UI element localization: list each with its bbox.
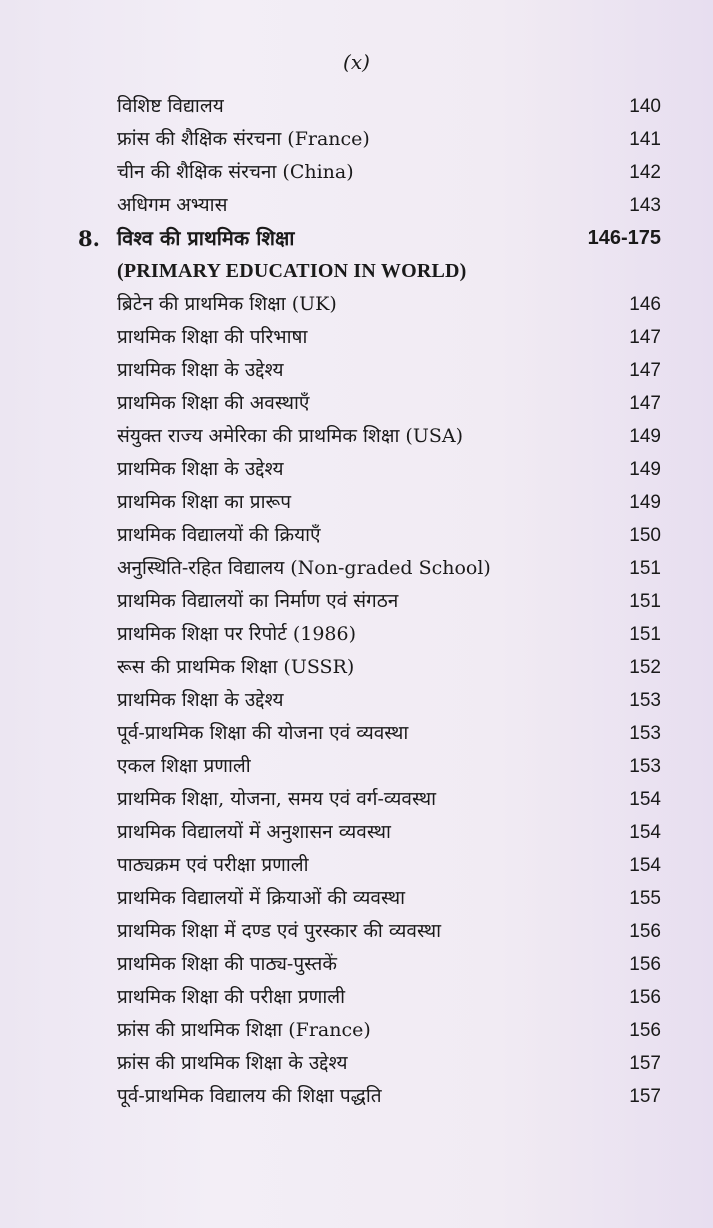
entry-title: प्राथमिक विद्यालयों का निर्माण एवं संगठन xyxy=(117,590,399,612)
chapter-number: 8. xyxy=(78,226,100,251)
entry-page: 153 xyxy=(629,756,661,777)
toc-entry xyxy=(0,948,713,981)
toc-entry xyxy=(0,453,713,486)
toc-entry xyxy=(0,684,713,717)
entry-page: 156 xyxy=(629,1020,661,1041)
entry-page: 151 xyxy=(629,558,661,579)
page-number: (x) xyxy=(343,50,370,74)
entry-page: 157 xyxy=(629,1053,661,1074)
entry-title: प्राथमिक शिक्षा के उद्देश्य xyxy=(117,458,284,480)
entry-page: 155 xyxy=(629,888,661,909)
toc-entry xyxy=(0,882,713,915)
toc-entry xyxy=(0,156,713,189)
entry-page: 147 xyxy=(629,327,661,348)
entry-page: 156 xyxy=(629,987,661,1008)
entry-page: 147 xyxy=(629,393,661,414)
toc-chapter-subtitle xyxy=(0,255,713,288)
chapter-title: विश्व की प्राथमिक शिक्षा xyxy=(117,226,295,250)
entry-title: फ्रांस की प्राथमिक शिक्षा (France) xyxy=(117,1019,371,1041)
toc-entry xyxy=(0,915,713,948)
entry-page: 152 xyxy=(629,657,661,678)
entry-page: 154 xyxy=(629,789,661,810)
toc-entry xyxy=(0,750,713,783)
entry-page: 149 xyxy=(629,459,661,480)
entry-page: 140 xyxy=(629,96,661,117)
entry-title: प्राथमिक शिक्षा की पाठ्य-पुस्तकें xyxy=(117,953,337,975)
toc-entry xyxy=(0,849,713,882)
toc-entry xyxy=(0,1047,713,1080)
toc-entry xyxy=(0,981,713,1014)
entry-title: अनुस्थिति-रहित विद्यालय (Non-graded School) xyxy=(117,557,491,579)
toc-entry xyxy=(0,552,713,585)
toc-entry xyxy=(0,717,713,750)
entry-title: प्राथमिक शिक्षा के उद्देश्य xyxy=(117,359,284,381)
entry-page: 157 xyxy=(629,1086,661,1107)
toc-entry xyxy=(0,585,713,618)
entry-title: प्राथमिक शिक्षा में दण्ड एवं पुरस्कार की व्यवस्था xyxy=(117,920,442,942)
toc-entry xyxy=(0,420,713,453)
toc-entry xyxy=(0,354,713,387)
toc-entry xyxy=(0,387,713,420)
toc-entry xyxy=(0,1014,713,1047)
entry-title: प्राथमिक शिक्षा पर रिपोर्ट (1986) xyxy=(117,623,357,645)
entry-title: प्राथमिक शिक्षा की अवस्थाएँ xyxy=(117,392,310,414)
entry-page: 149 xyxy=(629,492,661,513)
entry-page: 154 xyxy=(629,822,661,843)
chapter-english-title: (PRIMARY EDUCATION IN WORLD) xyxy=(117,260,467,282)
toc-entry xyxy=(0,816,713,849)
entry-title: प्राथमिक विद्यालयों की क्रियाएँ xyxy=(117,524,321,546)
toc-entry xyxy=(0,783,713,816)
entry-title: अधिगम अभ्यास xyxy=(117,194,228,216)
entry-title: प्राथमिक शिक्षा के उद्देश्य xyxy=(117,689,284,711)
entry-page: 147 xyxy=(629,360,661,381)
toc-entry xyxy=(0,651,713,684)
entry-title: ब्रिटेन की प्राथमिक शिक्षा (UK) xyxy=(117,293,337,315)
entry-title: रूस की प्राथमिक शिक्षा (USSR) xyxy=(117,656,355,678)
entry-page: 151 xyxy=(629,591,661,612)
toc-entry xyxy=(0,189,713,222)
entry-page: 150 xyxy=(629,525,661,546)
entry-title: प्राथमिक शिक्षा की परिभाषा xyxy=(117,326,308,348)
entry-page: 153 xyxy=(629,723,661,744)
entry-title: संयुक्त राज्य अमेरिका की प्राथमिक शिक्षा (USA) xyxy=(117,425,464,447)
toc-entry xyxy=(0,123,713,156)
entry-page: 156 xyxy=(629,921,661,942)
toc-entry xyxy=(0,519,713,552)
table-of-contents xyxy=(0,90,713,1113)
entry-title: प्राथमिक विद्यालयों में अनुशासन व्यवस्था xyxy=(117,821,391,843)
entry-title: चीन की शैक्षिक संरचना (China) xyxy=(117,161,354,183)
toc-entry xyxy=(0,321,713,354)
entry-title: फ्रांस की प्राथमिक शिक्षा के उद्देश्य xyxy=(117,1052,348,1074)
entry-title: पूर्व-प्राथमिक विद्यालय की शिक्षा पद्धति xyxy=(117,1085,382,1107)
toc-chapter xyxy=(0,222,713,255)
toc-entry xyxy=(0,1080,713,1113)
toc-entry xyxy=(0,90,713,123)
entry-title: प्राथमिक शिक्षा का प्रारूप xyxy=(117,491,292,513)
entry-page: 151 xyxy=(629,624,661,645)
chapter-page-range: 146-175 xyxy=(587,227,661,249)
entry-page: 153 xyxy=(629,690,661,711)
entry-title: प्राथमिक शिक्षा की परीक्षा प्रणाली xyxy=(117,986,346,1008)
entry-page: 142 xyxy=(629,162,661,183)
entry-title: विशिष्ट विद्यालय xyxy=(117,95,224,117)
toc-entry xyxy=(0,288,713,321)
entry-title: प्राथमिक विद्यालयों में क्रियाओं की व्यवस्था xyxy=(117,887,406,909)
toc-entry xyxy=(0,486,713,519)
entry-title: एकल शिक्षा प्रणाली xyxy=(117,755,251,777)
entry-page: 156 xyxy=(629,954,661,975)
toc-entry xyxy=(0,618,713,651)
entry-page: 154 xyxy=(629,855,661,876)
entry-title: फ्रांस की शैक्षिक संरचना (France) xyxy=(117,128,370,150)
entry-page: 143 xyxy=(629,195,661,216)
entry-page: 149 xyxy=(629,426,661,447)
entry-title: पूर्व-प्राथमिक शिक्षा की योजना एवं व्यवस्था xyxy=(117,722,409,744)
entry-title: पाठ्यक्रम एवं परीक्षा प्रणाली xyxy=(117,854,309,876)
entry-page: 146 xyxy=(629,294,661,315)
entry-page: 141 xyxy=(629,129,661,150)
entry-title: प्राथमिक शिक्षा, योजना, समय एवं वर्ग-व्यवस्था xyxy=(117,788,437,810)
